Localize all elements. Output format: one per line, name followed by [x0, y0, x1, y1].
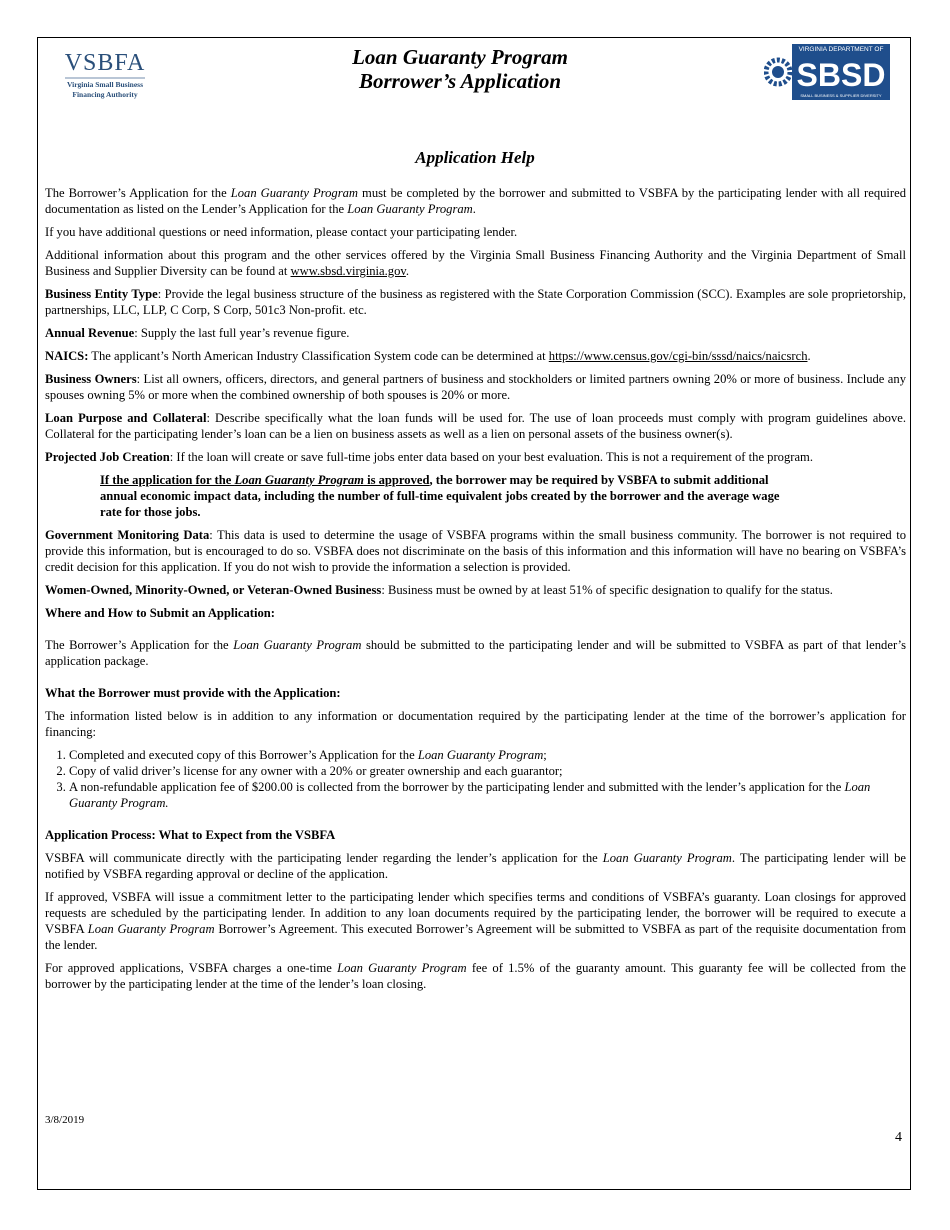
title-line1: Loan Guaranty Program	[352, 45, 568, 69]
vsbfa-logo-line1: Virginia Small Business	[67, 80, 143, 89]
process-heading: Application Process: What to Expect from the VSBFA	[45, 828, 336, 842]
list-item: 2. Copy of valid driver’s license for any owner with a 20% or greater ownership and each guarantor;	[69, 763, 906, 779]
entity-type-help: Business Entity Type: Provide the legal business structure of the business as registered with the State Corporation Commission (SCC). Examples are sole proprietorship, partnerships, LLC, LLP, C Corp, S Corp, 501c3 Non-profit. etc.	[45, 287, 906, 317]
footer-date: 3/8/2019	[45, 1114, 85, 1126]
provide-intro: The information listed below is in addition to any information or documentation required by the participating lender at the time of the borrower’s application for financing:	[45, 709, 906, 739]
process-paragraph-2: If approved, VSBFA will issue a commitment letter to the participating lender which specifies terms and conditions of VSBFA’s guaranty. Loan closings for approved requests are scheduled by the participating lender. In addition to any loan documents required by the participating lender, the borrower will be required to execute a VSBFA Loan Guaranty Program Borrower’s Agreement. This executed Borrower’s Agreement will be submitted to VSBFA as part of the requisite documentation from the lender.	[45, 890, 906, 952]
job-creation-help: Projected Job Creation: If the loan will create or save full-time jobs enter data based on your best evaluation. This is not a requirement of the program.	[45, 450, 813, 464]
business-owners-help: Business Owners: List all owners, officers, directors, and general partners of business and stockholders or limited partners owning 20% or more of business. Include any spouses owning 5% or more when the combined ownership of both spouses is 20% or more.	[45, 372, 906, 402]
required-items-list	[45, 747, 906, 811]
approval-callout: If the application for the Loan Guaranty Program is approved, the borrower may be required by VSBFA to submit additional annual economic impact data, including the number of full-time equivalent jobs created by the borrower and the average wage rate for those jobs.	[100, 473, 780, 519]
vsbfa-logo	[55, 50, 155, 104]
sbsd-acronym: SBSD	[796, 57, 886, 93]
sbsd-gear-icon	[764, 42, 892, 102]
sbsd-bottom-text: SMALL BUSINESS & SUPPLIER DIVERSITY	[800, 93, 882, 98]
list-item: 1. Completed and executed copy of this Borrower’s Application for the Loan Guaranty Program;	[69, 747, 906, 763]
page-number: 4	[895, 1130, 902, 1145]
process-paragraph-1: VSBFA will communicate directly with the participating lender regarding the lender’s application for the Loan Guaranty Program. The participating lender will be notified by VSBFA regarding approval or decline of the application.	[45, 851, 906, 881]
submit-paragraph: The Borrower’s Application for the Loan Guaranty Program should be submitted to the participating lender and will be submitted to VSBFA as part of that lender’s application package.	[45, 638, 907, 668]
title-line2: Borrower’s Application	[358, 69, 562, 93]
provide-heading: What the Borrower must provide with the Application:	[45, 686, 341, 700]
document-title	[250, 45, 670, 93]
section-title: Application Help	[415, 148, 535, 167]
list-item: 3. A non-refundable application fee of $200.00 is collected from the borrower by the participating lender and submitted with the lender’s application for the Loan Guaranty Program.	[69, 779, 906, 811]
submit-heading: Where and How to Submit an Application:	[45, 606, 275, 620]
more-info-paragraph: Additional information about this program and the other services offered by the Virginia Small Business Financing Authority and the Virginia Department of Small Business and Supplier Diversity can be found at www.sbsd.virginia.gov.	[45, 248, 906, 278]
loan-purpose-help: Loan Purpose and Collateral: Describe specifically what the loan funds will be used for. The use of loan proceeds must comply with program guidelines above. Collateral for the participating lender’s loan can be a lien on business assets as well as a lien on personal assets of the business owner(s).	[45, 411, 906, 441]
sbsd-logo	[764, 42, 892, 102]
vsbfa-logo-acronym: VSBFA	[65, 50, 146, 79]
naics-help: NAICS: The applicant’s North American Industry Classification System code can be determined at https://www.census.gov/cgi-bin/sssd/naics/naicsrch.	[45, 349, 811, 363]
ownership-status-help: Women-Owned, Minority-Owned, or Veteran-Owned Business: Business must be owned by at least 51% of specific designation to qualify for the status.	[45, 583, 833, 597]
naics-link[interactable]: https://www.census.gov/cgi-bin/sssd/naics/naicsrch	[548, 349, 808, 363]
vsbfa-logo-line2: Financing Authority	[72, 90, 138, 99]
sbsd-top-text: VIRGINIA DEPARTMENT OF	[798, 46, 884, 53]
gov-monitoring-help: Government Monitoring Data: This data is used to determine the usage of VSBFA programs within the small business community. The borrower is not required to provide this information, but is encouraged to do so. VSBFA does not discriminate on the basis of this information and this information will have no bearing on VSBFA’s credit decision for this application. If you do not wish to provide the information a selection is provided.	[45, 528, 906, 574]
intro-paragraph: The Borrower’s Application for the Loan Guaranty Program must be completed by the borrower and submitted to VSBFA by the participating lender with all required documentation as listed on the Lender’s Application for the Loan Guaranty Program.	[45, 186, 907, 216]
process-paragraph-3: For approved applications, VSBFA charges a one-time Loan Guaranty Program fee of 1.5% of the guaranty amount. This guaranty fee will be collected from the borrower by the participating lender at the time of the lender’s loan closing.	[45, 961, 906, 991]
contact-paragraph: If you have additional questions or need information, please contact your participating lender.	[45, 225, 518, 239]
sbsd-website-link[interactable]: www.sbsd.virginia.gov	[290, 264, 406, 278]
help-content	[45, 185, 906, 999]
annual-revenue-help: Annual Revenue: Supply the last full year’s revenue figure.	[45, 326, 350, 340]
